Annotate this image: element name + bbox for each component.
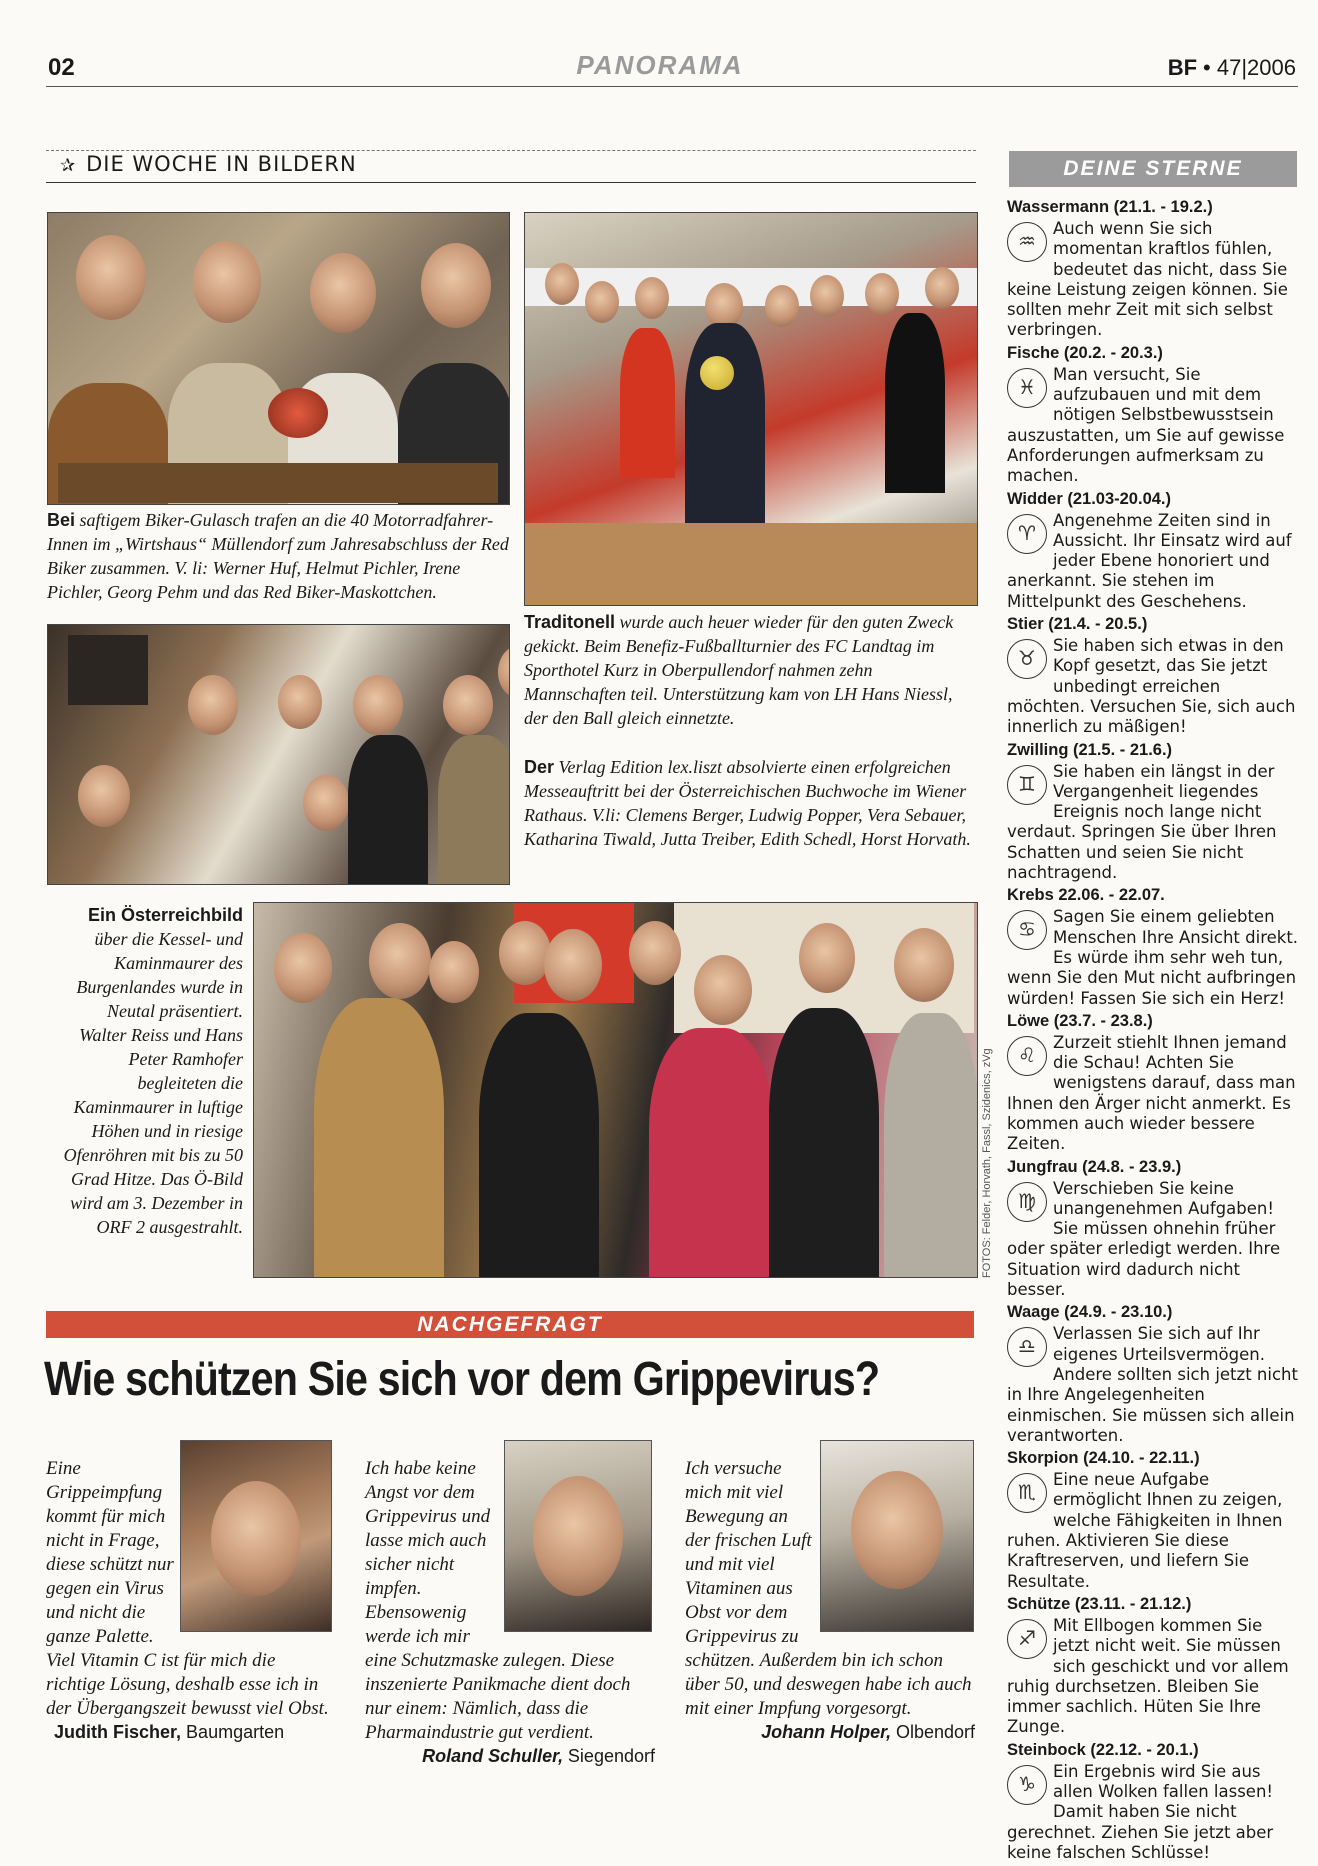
section-title	[60, 152, 357, 176]
horoscope-sign-name: Wassermann (21.1. - 19.2.)	[1007, 198, 1213, 216]
horoscope-sign-text: Sagen Sie einem geliebten Menschen Ihre Ansicht direkt. Es würde ihm sehr weh tun, wenn Sie den Mut nicht aufbringen würden! Fassen Sie sich ein Herz!	[1007, 907, 1299, 1008]
horoscope-sign-text: Angenehme Zeiten sind in Aussicht. Ihr Einsatz wird auf jeder Ebene honoriert und anerkannt. Sie stehen im Mittelpunkt des Geschehens.	[1007, 510, 1292, 611]
photo-red-biker	[47, 212, 510, 505]
horoscope-sign	[1007, 886, 1301, 1008]
caption-red-biker	[47, 508, 511, 604]
answer-3-person: Johann Holper,	[761, 1722, 892, 1742]
caption-red-biker-text: saftigem Biker-Gulasch trafen an die 40 Motorradfahrer-Innen im „Wirtshaus“ Müllendorf zum Jahresabschluss der Red Biker zusammen. V. li: Werner Huf, Helmut Pichler, Irene Pichler, Georg Pehm und das Red Biker-Maskottchen.	[47, 510, 509, 602]
zodiac-icon: ♌	[1007, 1036, 1047, 1076]
zodiac-icon: ♋	[1007, 910, 1047, 950]
horoscope-sign	[1007, 1449, 1301, 1592]
photo-benefiz-fussball	[524, 212, 978, 606]
answer-3-place: Olbendorf	[895, 1722, 975, 1742]
horoscope-sign-text: Mit Ellbogen kommen Sie jetzt nicht weit. Sie müssen sich geschickt und vor allem ruhig durchsetzen. Bleiben Sie immer sachlich. Hüten Sie Ihre Zunge.	[1007, 1615, 1289, 1737]
caption-verlag-lex-liszt-lead: Der	[524, 757, 555, 777]
section-dash-rule	[46, 150, 976, 151]
horoscope-sign	[1007, 1158, 1301, 1301]
horoscope-sign-name: Schütze (23.11. - 21.12.)	[1007, 1594, 1192, 1613]
nachgefragt-headline: Wie schützen Sie sich vor dem Grippevirus?	[44, 1353, 880, 1406]
horoscope-sign-text: Eine neue Aufgabe ermöglicht Ihnen zu zeigen, welche Fähigkeiten in Ihnen ruhen. Aktivieren Sie diese Kraftreserven, und liefern Sie Resultate.	[1007, 1470, 1283, 1591]
horoscope-sign-name: Waage (24.9. - 23.10.)	[1007, 1303, 1173, 1322]
horoscope-sign-name: Steinbock (22.12. - 20.1.)	[1007, 1740, 1199, 1759]
horoscope-sign	[1007, 1595, 1301, 1738]
zodiac-icon: ♑	[1007, 1765, 1047, 1805]
photo-credit: FOTOS: Felder, Horvath, Fassl, Szidenics, zVg	[981, 1048, 993, 1278]
caption-benefiz-fussball-lead: Traditonell	[524, 612, 616, 632]
horoscope-sign	[1007, 1012, 1301, 1155]
star-icon: ✰	[60, 155, 77, 176]
photo-verlag-lex-liszt	[47, 624, 510, 885]
horoscope-sign	[1007, 344, 1301, 487]
answer-2	[365, 1457, 655, 1769]
horoscope-sign	[1007, 1741, 1301, 1863]
horoscope-sign-text: Zurzeit stiehlt Ihnen jemand die Schau! Achten Sie wenigstens darauf, dass man Ihnen den Ärger nicht anmerkt. Es kommen auch wieder bessere Zeiten.	[1007, 1032, 1296, 1154]
answer-1-person: Judith Fischer,	[54, 1722, 182, 1742]
caption-benefiz-fussball-text: wurde auch heuer wieder für den guten Zweck gekickt. Beim Benefiz-Fußballturnier des FC Landtag im Sporthotel Kurz in Oberpullendorf nahmen zehn Mannschaften teil. Unterstützung kam von LH Hans Niessl, der den Ball gleich einnetzte.	[524, 612, 954, 728]
section-name: PANORAMA	[576, 50, 744, 80]
answer-1	[46, 1457, 336, 1745]
horoscope-sign-text: Sie haben ein längst in der Vergangenheit liegendes Ereignis noch lange nicht verdaut. Springen Sie über Ihren Schatten und seien Sie nicht nachtragend.	[1007, 761, 1277, 883]
horoscope-sign	[1007, 1303, 1301, 1446]
horoscope-sign-text: Man versucht, Sie aufzubauen und mit dem nötigen Selbstbewusstsein auszustatten, um Sie auf gewisse Anforderungen aufmerksam zu machen.	[1007, 364, 1285, 486]
horoscope-sign-name: Widder (21.03-20.04.)	[1007, 489, 1172, 508]
answer-2-person: Roland Schuller,	[422, 1746, 564, 1766]
horoscope-sign	[1007, 741, 1301, 884]
horoscope-title: DEINE STERNE	[1009, 151, 1297, 187]
horoscope-sign-text: Verlassen Sie sich auf Ihr eigenes Urteilsvermögen. Andere sollten sich jetzt nicht in Ihre Angelegenheiten einmischen. Sie müssen sich allein verantworten.	[1007, 1324, 1298, 1445]
caption-oesterreichbild-text: über die Kessel- und Kaminmaurer des Burgenlandes wurde in Neutal präsentiert. Walter Reiss und Hans Peter Ramhofer begleiteten die Kaminmaurer in luftige Höhen und in riesige Ofenröhren mit bis zu 50 Grad Hitze. Das Ö-Bild wird am 3. Dezember in ORF 2 ausgestrahlt.	[63, 929, 243, 1237]
zodiac-icon: ♐	[1007, 1619, 1047, 1659]
answer-2-signature	[365, 1745, 655, 1769]
zodiac-icon: ♈	[1007, 514, 1047, 554]
caption-verlag-lex-liszt	[524, 755, 974, 851]
answer-1-place: Baumgarten	[186, 1722, 285, 1742]
answer-1-text: Eine Grippeimpfung kommt für mich nicht in Frage, diese schützt nur gegen ein Virus und nicht die ganze Palette. Viel Vitamin C ist für mich die richtige Lösung, deshalb esse ich in der Übergangszeit bewusst viel Obst.	[46, 1458, 329, 1719]
horoscope-sign	[1007, 490, 1301, 612]
caption-oesterreichbild	[58, 903, 243, 1239]
zodiac-icon: ♍	[1007, 1182, 1047, 1222]
header-rule	[46, 86, 1298, 87]
horoscope-sign-text: Auch wenn Sie sich momentan kraftlos fühlen, bedeutet das nicht, dass Sie keine Leistung zeigen können. Sie sollten mehr Zeit mit sich selbst verbringen.	[1007, 219, 1288, 340]
answer-1-name	[54, 1722, 284, 1742]
page-number: 02	[48, 54, 75, 81]
answer-3	[685, 1457, 975, 1745]
issue-number: 47|2006	[1216, 55, 1296, 80]
zodiac-icon: ♒	[1007, 222, 1047, 262]
horoscope-sign-name: Krebs 22.06. - 22.07.	[1007, 886, 1165, 905]
zodiac-icon: ♊	[1007, 765, 1047, 805]
answer-3-text: Ich versuche mich mit viel Bewegung an der frischen Luft und mit viel Vitaminen aus Obst vor dem Grippevirus zu schützen. Außerdem bin ich schon über 50, und deswegen habe ich auch mit einer Impfung vorgesorgt.	[685, 1458, 972, 1719]
horoscope-sign-text: Sie haben sich etwas in den Kopf gesetzt, das Sie jetzt unbedingt erreichen möchten. Versuchen Sie, sich auch innerlich zu mäßigen!	[1007, 636, 1296, 737]
caption-red-biker-lead: Bei	[47, 510, 76, 530]
horoscope-sign-name: Jungfrau (24.8. - 23.9.)	[1007, 1157, 1182, 1176]
answer-2-place: Siegendorf	[567, 1746, 655, 1766]
horoscope-sign-name: Skorpion (24.10. - 22.11.)	[1007, 1449, 1200, 1468]
horoscope-sign-name: Stier (21.4. - 20.5.)	[1007, 615, 1148, 634]
horoscope-sign	[1007, 615, 1301, 737]
zodiac-icon: ♏	[1007, 1473, 1047, 1513]
answer-3-signature	[685, 1721, 975, 1745]
answer-2-text: Ich habe keine Angst vor dem Grippevirus und lasse mich auch sicher nicht impfen. Ebensowenig werde ich mir eine Schutzmaske zulegen. Diese inszenierte Panikmache dient doch nur einem: Nämlich, dass die Pharmaindustrie gut verdient.	[365, 1458, 631, 1743]
nachgefragt-label: NACHGEFRAGT	[46, 1311, 974, 1338]
horoscope-sign-name: Löwe (23.7. - 23.8.)	[1007, 1011, 1153, 1030]
horoscope-list	[1007, 198, 1301, 1866]
zodiac-icon: ♓	[1007, 368, 1047, 408]
issue-info: BF • 47|2006	[1167, 55, 1296, 80]
section-title-text: DIE WOCHE IN BILDERN	[86, 152, 357, 176]
horoscope-sign-text: Verschieben Sie keine unangenehmen Aufgaben! Sie müssen ohnehin früher oder später erledigt werden. Ihre Situation wird dadurch nicht besser.	[1007, 1178, 1281, 1300]
caption-benefiz-fussball	[524, 610, 976, 730]
zodiac-icon: ♉	[1007, 639, 1047, 679]
section-underline	[46, 182, 976, 183]
caption-oesterreichbild-lead: Ein Österreichbild	[87, 905, 243, 925]
paper-name: BF	[1167, 55, 1198, 80]
caption-verlag-lex-liszt-text: Verlag Edition lex.liszt absolvierte einen erfolgreichen Messeauftritt bei der Österreichischen Buchwoche im Wiener Rathaus. V.li: Clemens Berger, Ludwig Popper, Vera Sebauer, Katharina Tiwald, Jutta Treiber, Edith Schedl, Horst Horvath.	[524, 757, 971, 849]
horoscope-sign	[1007, 198, 1301, 341]
zodiac-icon: ♎	[1007, 1327, 1047, 1367]
horoscope-sign-text: Ein Ergebnis wird Sie aus allen Wolken fallen lassen! Damit haben Sie nicht gerechnet. Ziehen Sie jetzt aber keine falschen Schlüsse!	[1007, 1761, 1274, 1862]
horoscope-sign-name: Fische (20.2. - 20.3.)	[1007, 343, 1163, 362]
photo-oesterreichbild	[253, 902, 978, 1278]
horoscope-sign-name: Zwilling (21.5. - 21.6.)	[1007, 740, 1173, 759]
